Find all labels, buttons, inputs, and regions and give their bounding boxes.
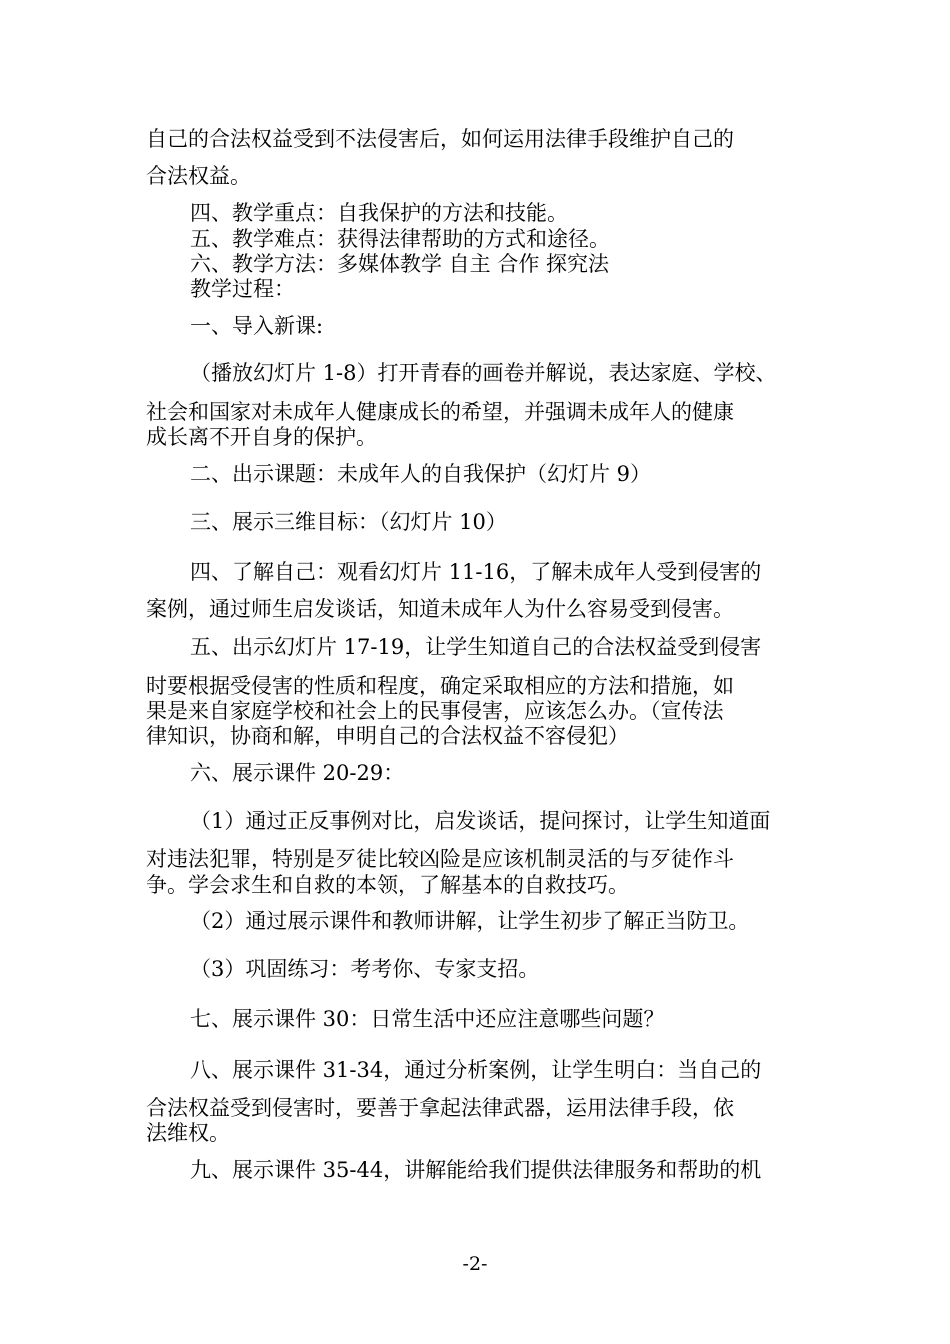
text-line: 四、教学重点：自我保护的方法和技能。 [190, 201, 568, 225]
text-line: 社会和国家对未成年人健康成长的希望，并强调未成年人的健康 [146, 400, 734, 424]
text-line: 合法权益。 [146, 164, 251, 188]
text-line: 教学过程： [190, 277, 295, 301]
text-line: 三、展示三维目标：（幻灯片 10） [190, 510, 507, 534]
text-line: 案例，通过师生启发谈话，知道未成年人为什么容易受到侵害。 [146, 597, 734, 621]
text-line: 合法权益受到侵害时，要善于拿起法律武器，运用法律手段，依 [146, 1096, 734, 1120]
text-line: 八、展示课件 31-34，通过分析案例，让学生明白：当自己的 [190, 1058, 762, 1082]
text-line: 时要根据受侵害的性质和程度，确定采取相应的方法和措施，如 [146, 674, 734, 698]
text-line: 二、出示课题：未成年人的自我保护（幻灯片 9） [190, 462, 652, 486]
text-line: 七、展示课件 30：日常生活中还应注意哪些问题？ [190, 1007, 665, 1031]
text-line: 争。学会求生和自救的本领，了解基本的自救技巧。 [146, 873, 629, 897]
text-line: 自己的合法权益受到不法侵害后，如何运用法律手段维护自己的 [146, 127, 734, 151]
text-line: 一、导入新课: [190, 314, 324, 338]
text-line: （1）通过正反事例对比，启发谈话，提问探讨，让学生知道面 [190, 809, 771, 833]
page-number: -2- [462, 1253, 488, 1275]
text-line: 六、教学方法：多媒体教学 自主 合作 探究法 [190, 252, 610, 276]
text-line: 九、展示课件 35-44，讲解能给我们提供法律服务和帮助的机 [190, 1158, 762, 1182]
text-line: （2）通过展示课件和教师讲解，让学生初步了解正当防卫。 [190, 909, 750, 933]
text-line: 五、教学难点：获得法律帮助的方式和途径。 [190, 227, 610, 251]
text-line: 法维权。 [146, 1121, 230, 1145]
text-line: 对违法犯罪，特别是歹徒比较凶险是应该机制灵活的与歹徒作斗 [146, 847, 734, 871]
text-line: 律知识，协商和解，申明自己的合法权益不容侵犯） [146, 724, 629, 748]
text-line: 成长离不开自身的保护。 [146, 425, 377, 449]
text-line: （3）巩固练习：考考你、专家支招。 [190, 957, 540, 981]
text-line: 五、出示幻灯片 17-19，让学生知道自己的合法权益受到侵害 [190, 635, 762, 659]
text-line: 六、展示课件 20-29： [190, 761, 405, 785]
text-line: 四、了解自己：观看幻灯片 11-16，了解未成年人受到侵害的 [190, 560, 762, 584]
text-line: （播放幻灯片 1-8）打开青春的画卷并解说，表达家庭、学校、 [190, 361, 777, 385]
text-line: 果是来自家庭学校和社会上的民事侵害，应该怎么办。（宣传法 [146, 699, 724, 723]
